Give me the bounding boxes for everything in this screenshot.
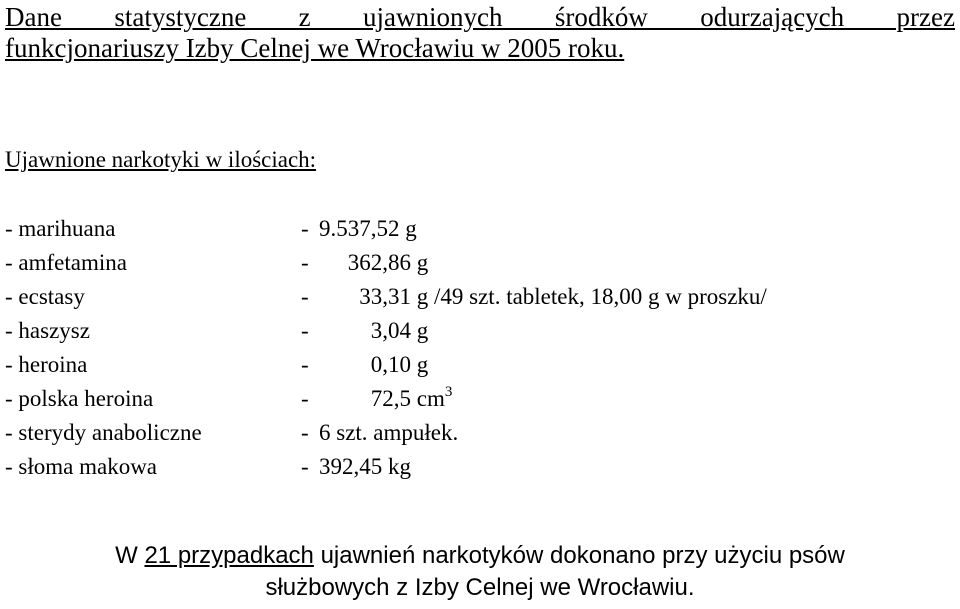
item-dash: - [301, 420, 309, 445]
item-dash: - [301, 352, 309, 377]
item-quantity: 9.537,52 g [319, 216, 417, 241]
item-dash: - [301, 250, 309, 275]
item-quantity: 3,04 g [370, 318, 429, 343]
list-item [5, 416, 955, 450]
item-dash: - [301, 284, 309, 309]
list-item [5, 212, 955, 246]
document-title [5, 2, 955, 64]
list-item [5, 280, 955, 314]
item-name: - amfetamina [5, 250, 127, 275]
list-item [5, 348, 955, 382]
item-quantity: 33,31 g /49 szt. tabletek, 18,00 g w proszku/ [359, 284, 767, 309]
list-item [5, 314, 955, 348]
title-line-2: funkcjonariuszy Izby Celnej we Wrocławiu w 2005 roku. [5, 33, 625, 63]
item-dash: - [301, 386, 309, 411]
item-dash: - [301, 454, 309, 479]
item-name: - marihuana [5, 216, 116, 241]
footer-note [0, 540, 960, 604]
item-quantity: 6 szt. ampułek. [319, 420, 459, 445]
item-quantity: 392,45 kg [319, 454, 411, 479]
item-name: - heroina [5, 352, 88, 377]
item-dash: - [301, 318, 309, 343]
list-item [5, 382, 955, 416]
footer-highlight: 21 przypadkach [144, 542, 314, 569]
item-quantity: 0,10 g [370, 352, 429, 377]
item-name: - słoma makowa [5, 454, 158, 479]
section-heading: Ujawnione narkotyki w ilościach: [5, 147, 317, 172]
item-note: /49 szt. tabletek, 18,00 g w proszku/ [428, 284, 767, 309]
item-dash: - [301, 216, 309, 241]
item-name: - polska heroina [5, 386, 154, 411]
superscript-3: 3 [444, 384, 453, 400]
item-name: - ecstasy [5, 284, 85, 309]
item-quantity: 72,5 $cm^3$ [370, 384, 453, 411]
footer-line-2: służbowych z Izby Celnej we Wrocławiu. [265, 574, 695, 601]
item-name: - sterydy anaboliczne [5, 420, 202, 445]
list-item [5, 450, 955, 484]
footer-line-1: W 21 przypadkach ujawnień narkotyków dokonano przy użyciu psów [115, 542, 845, 569]
item-quantity: 362,86 g [347, 250, 429, 275]
item-name: - haszysz [5, 318, 90, 343]
list-item [5, 246, 955, 280]
title-line-1: Dane statystyczne z ujawnionych środków odurzających przez [5, 2, 955, 32]
